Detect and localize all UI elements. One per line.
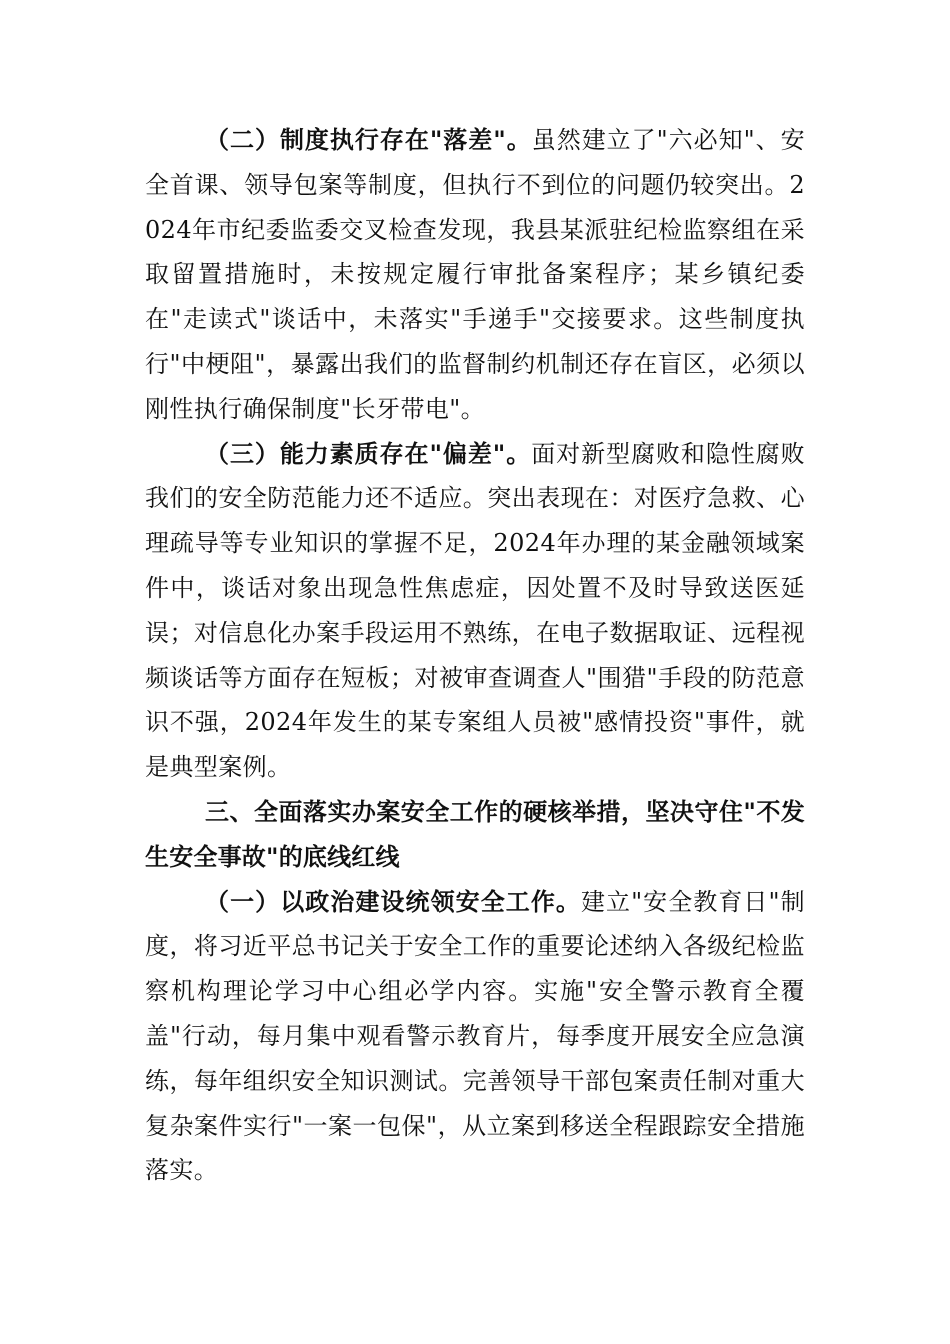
paragraph-text: 面对新型腐败和隐性腐败我们的安全防范能力还不适应。突出表现在：对医疗急救、心理疏导等专业知识的掌握不足，2024年办理的某金融领域案件中，谈话对象出现急性焦虑症，因处置不及时导致送医延误；对信息化办案手段运用不熟练，在电子数据取证、远程视频谈话等方面存在短板；对被审查调查人"围猎"手段的防范意识不强，2024年发生的某专案组人员被"感情投资"事件，就是典型案例。 (145, 439, 805, 782)
paragraph-label: （一）以政治建设统领安全工作。 (205, 887, 581, 916)
paragraph-ability-quality (145, 432, 805, 790)
paragraph-institution-execution (145, 118, 805, 432)
paragraph-political-building (145, 880, 805, 1194)
section-heading: 三、全面落实办案安全工作的硬核举措，坚决守住"不发生安全事故"的底线红线 (145, 797, 805, 871)
paragraph-text: 建立"安全教育日"制度，将习近平总书记关于安全工作的重要论述纳入各级纪检监察机构理论学习中心组必学内容。实施"安全警示教育全覆盖"行动，每月集中观看警示教育片，每季度开展安全应急演练，每年组织安全知识测试。完善领导干部包案责任制对重大复杂案件实行"一案一包保"，从立案到移送全程跟踪安全措施落实。 (145, 887, 806, 1185)
document-page (145, 118, 805, 1193)
paragraph-text: 虽然建立了"六必知"、安全首课、领导包案等制度，但执行不到位的问题仍较突出。2024年市纪委监委交叉检查发现，我县某派驻纪检监察组在采取留置措施时，未按规定履行审批备案程序；某乡镇纪委在"走读式"谈话中，未落实"手递手"交接要求。这些制度执行"中梗阻"，暴露出我们的监督制约机制还存在盲区，必须以刚性执行确保制度"长牙带电"。 (145, 126, 805, 423)
paragraph-label: （三）能力素质存在"偏差"。 (205, 439, 532, 468)
paragraph-label: （二）制度执行存在"落差"。 (205, 126, 532, 154)
